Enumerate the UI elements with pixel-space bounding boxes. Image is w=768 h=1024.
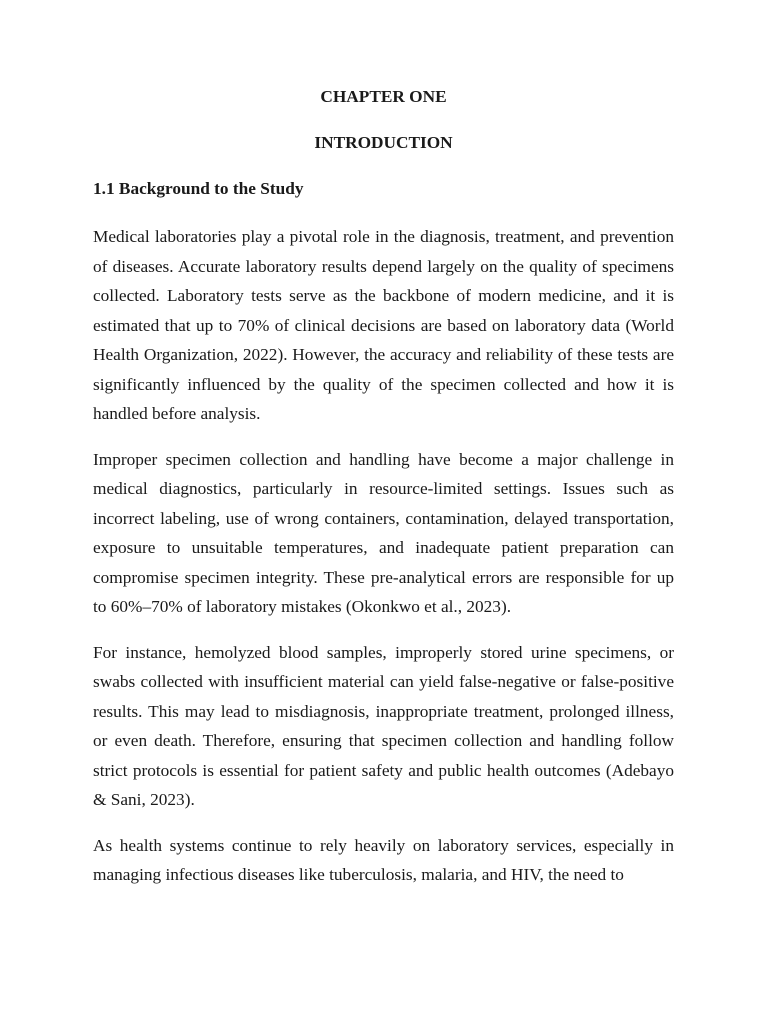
subsection-heading: 1.1 Background to the Study xyxy=(93,179,304,198)
paragraph-1: Medical laboratories play a pivotal role in the diagnosis, treatment, and prevention of diseases. Accurate laboratory results depend largely on the quality of specimens collected. Laboratory tests serve as the backbone of modern medicine, and it is estimated that up to 70% of clinical decisions are based on laboratory data (World Health Organization, 2022). However, the accuracy and reliability of these tests are significantly influenced by the quality of the specimen collected and how it is handled before analysis. xyxy=(93,227,674,423)
paragraph-3: For instance, hemolyzed blood samples, improperly stored urine specimens, or swabs collected with insufficient material can yield false-negative or false-positive results. This may lead to misdiagnosis, inappropriate treatment, prolonged illness, or even death. Therefore, ensuring that specimen collection and handling follow strict protocols is essential for patient safety and public health outcomes (Adebayo & Sani, 2023). xyxy=(93,642,674,809)
section-title: INTRODUCTION xyxy=(314,133,453,152)
paragraph-4: As health systems continue to rely heavily on laboratory services, especially in managing infectious diseases like tuberculosis, malaria, and HIV, the need to xyxy=(93,835,674,884)
paragraph-2: Improper specimen collection and handling have become a major challenge in medical diagnostics, particularly in resource-limited settings. Issues such as incorrect labeling, use of wrong containers, contamination, delayed transportation, exposure to unsuitable temperatures, and inadequate patient preparation can compromise specimen integrity. These pre-analytical errors are responsible for up to 60%–70% of laboratory mistakes (Okonkwo et al., 2023). xyxy=(93,449,674,616)
document-body xyxy=(93,84,674,906)
chapter-title: CHAPTER ONE xyxy=(320,87,447,106)
